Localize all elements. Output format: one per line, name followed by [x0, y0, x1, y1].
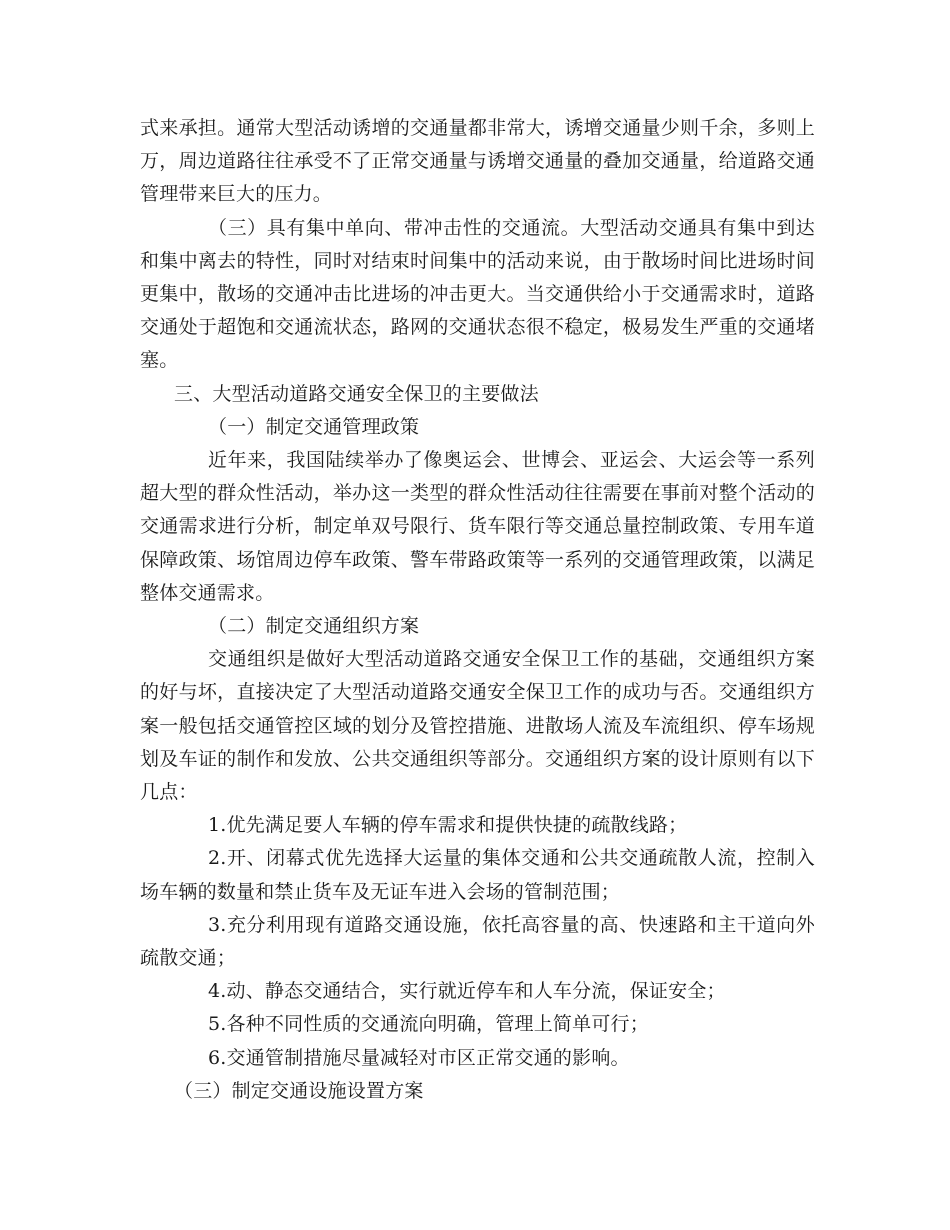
paragraph-continuation: 式来承担。通常大型活动诱增的交通量都非常大，诱增交通量少则千余，多则上万，周边道路往往承受不了正常交通量与诱增交通量的叠加交通量，给道路交通管理带来巨大的压力。	[140, 117, 815, 206]
paragraph-traffic-flow: （三）具有集中单向、带冲击性的交通流。大型活动交通具有集中到达和集中离去的特性，同时对结束时间集中的活动来说，由于散场时间比进场时间更集中，散场的交通冲击比进场的冲击更大。当交通供给小于交通需求时，道路交通处于超饱和交通流状态，路网的交通状态很不稳定，极易发生严重的交通堵塞。	[140, 216, 815, 372]
list-item-3: 3.充分利用现有道路交通设施，依托高容量的高、快速路和主干道向外疏散交通；	[140, 913, 815, 970]
list-item-4: 4.动、静态交通结合，实行就近停车和人车分流，保证安全；	[208, 980, 726, 1003]
list-item-2: 2.开、闭幕式优先选择大运量的集体交通和公共交通疏散人流，控制入场车辆的数量和禁止货车及无证车进入会场的管制范围；	[140, 847, 815, 903]
list-item-1: 1.优先满足要人车辆的停车需求和提供快捷的疏散线路；	[208, 814, 688, 837]
subheading-facilities: （三）制定交通设施设置方案	[174, 1079, 424, 1102]
list-item-6: 6.交通管制措施尽量减轻对市区正常交通的影响。	[208, 1046, 630, 1069]
section-heading-3: 三、大型活动道路交通安全保卫的主要做法	[174, 382, 539, 405]
document-body	[140, 112, 815, 1108]
paragraph-policy: 近年来，我国陆续举办了像奥运会、世博会、亚运会、大运会等一系列超大型的群众性活动，举办这一类型的群众性活动往往需要在事前对整个活动的交通需求进行分析，制定单双号限行、货车限行等交通总量控制政策、专用车道保障政策、场馆周边停车政策、警车带路政策等一系列的交通管理政策，以满足整体交通需求。	[140, 449, 815, 604]
subheading-policy: （一）制定交通管理政策	[208, 415, 420, 438]
subheading-organization: （二）制定交通组织方案	[208, 615, 420, 638]
paragraph-organization: 交通组织是做好大型活动道路交通安全保卫工作的基础，交通组织方案的好与坏，直接决定了大型活动道路交通安全保卫工作的成功与否。交通组织方案一般包括交通管控区域的划分及管控措施、进散场人流及车流组织、停车场规划及车证的制作和发放、公共交通组织等部分。交通组织方案的设计原则有以下几点：	[140, 648, 815, 804]
list-item-5: 5.各种不同性质的交通流向明确，管理上简单可行；	[208, 1013, 649, 1036]
